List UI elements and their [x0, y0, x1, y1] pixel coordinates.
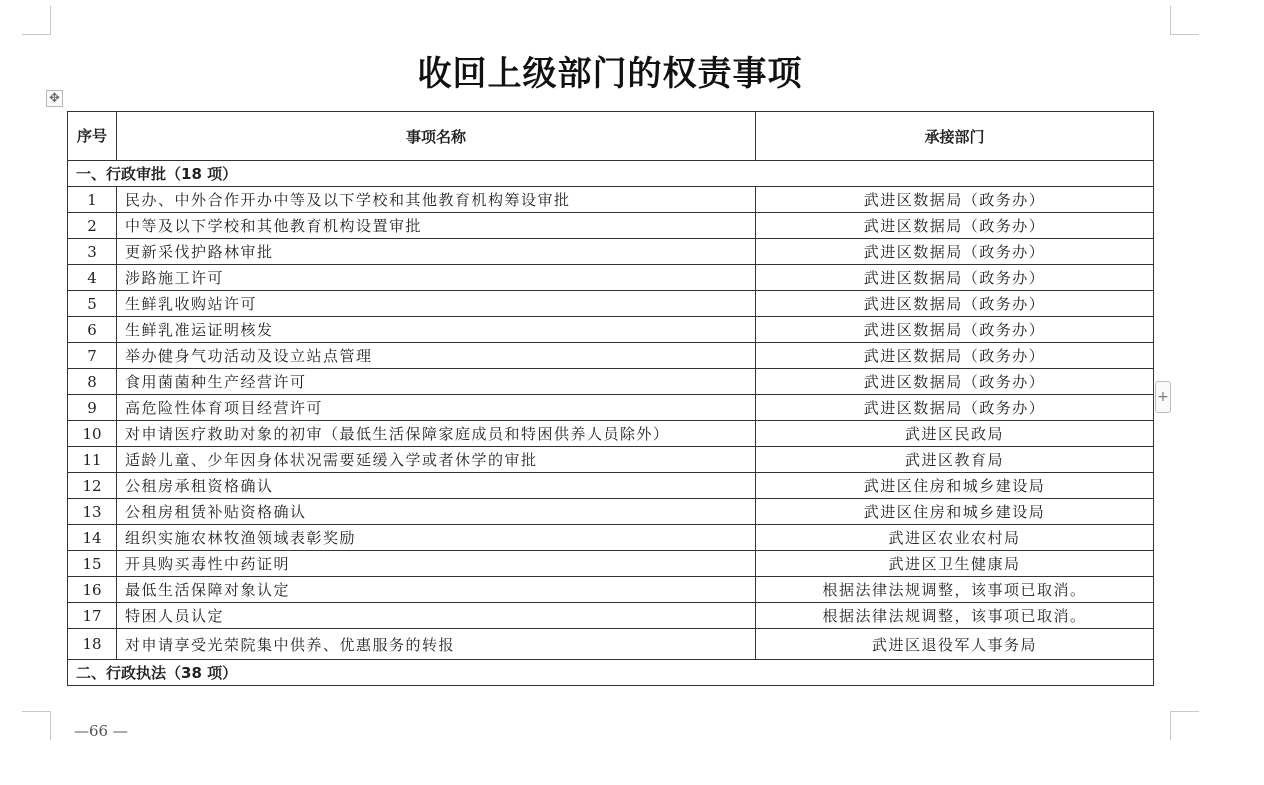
table-row: [68, 343, 1154, 369]
row-number-cell[interactable]: 13: [68, 499, 117, 525]
table-row: [68, 603, 1154, 629]
duty-items-table: [67, 111, 1154, 686]
page-corner-mark-top-left: [22, 6, 51, 35]
header-item-name: 事项名称: [117, 112, 756, 161]
item-name-cell[interactable]: 更新采伐护路林审批: [117, 239, 756, 265]
item-name-cell[interactable]: 对申请医疗救助对象的初审（最低生活保障家庭成员和特困供养人员除外）: [117, 421, 756, 447]
row-number-cell[interactable]: 1: [68, 187, 117, 213]
department-cell[interactable]: 武进区住房和城乡建设局: [756, 473, 1154, 499]
row-number-cell[interactable]: 6: [68, 317, 117, 343]
department-cell[interactable]: 武进区数据局（政务办）: [756, 239, 1154, 265]
row-number-cell[interactable]: 7: [68, 343, 117, 369]
item-name-cell[interactable]: 公租房租赁补贴资格确认: [117, 499, 756, 525]
department-cell[interactable]: 武进区数据局（政务办）: [756, 317, 1154, 343]
row-number-cell[interactable]: 12: [68, 473, 117, 499]
department-cell[interactable]: 武进区数据局（政务办）: [756, 291, 1154, 317]
table-row: [68, 473, 1154, 499]
header-no: 序号: [68, 112, 117, 161]
table-row: [68, 577, 1154, 603]
department-cell[interactable]: 根据法律法规调整，该事项已取消。: [756, 577, 1154, 603]
table-header-row: [68, 112, 1154, 161]
header-department: 承接部门: [756, 112, 1154, 161]
table-row: [68, 395, 1154, 421]
add-column-plus-icon[interactable]: +: [1155, 381, 1171, 413]
department-cell[interactable]: 武进区卫生健康局: [756, 551, 1154, 577]
item-name-cell[interactable]: 高危险性体育项目经营许可: [117, 395, 756, 421]
row-number-cell[interactable]: 14: [68, 525, 117, 551]
department-cell[interactable]: 武进区农业农村局: [756, 525, 1154, 551]
item-name-cell[interactable]: 最低生活保障对象认定: [117, 577, 756, 603]
table-row: [68, 421, 1154, 447]
table-row: [68, 239, 1154, 265]
table-move-handle-icon[interactable]: ✥: [46, 90, 63, 107]
row-number-cell[interactable]: 17: [68, 603, 117, 629]
row-number-cell[interactable]: 18: [68, 629, 117, 660]
department-cell[interactable]: 武进区数据局（政务办）: [756, 343, 1154, 369]
table-row: [68, 291, 1154, 317]
item-name-cell[interactable]: 组织实施农林牧渔领域表彰奖励: [117, 525, 756, 551]
department-cell[interactable]: 武进区民政局: [756, 421, 1154, 447]
page-title: 收回上级部门的权责事项: [417, 54, 803, 94]
page-number: —66 —: [74, 722, 128, 740]
table-row: [68, 317, 1154, 343]
item-name-cell[interactable]: 中等及以下学校和其他教育机构设置审批: [117, 213, 756, 239]
table-row: [68, 265, 1154, 291]
section-label[interactable]: 二、行政执法（38 项）: [68, 660, 1154, 686]
item-name-cell[interactable]: 对申请享受光荣院集中供养、优惠服务的转报: [117, 629, 756, 660]
table-row: [68, 629, 1154, 660]
table-row: [68, 525, 1154, 551]
department-cell[interactable]: 武进区住房和城乡建设局: [756, 499, 1154, 525]
table-row: [68, 447, 1154, 473]
department-cell[interactable]: 武进区数据局（政务办）: [756, 187, 1154, 213]
department-cell[interactable]: 武进区数据局（政务办）: [756, 369, 1154, 395]
page-corner-mark-bottom-right: [1170, 711, 1199, 740]
item-name-cell[interactable]: 生鲜乳准运证明核发: [117, 317, 756, 343]
row-number-cell[interactable]: 10: [68, 421, 117, 447]
department-cell[interactable]: 武进区退役军人事务局: [756, 629, 1154, 660]
item-name-cell[interactable]: 公租房承租资格确认: [117, 473, 756, 499]
table-row: [68, 187, 1154, 213]
item-name-cell[interactable]: 举办健身气功活动及设立站点管理: [117, 343, 756, 369]
item-name-cell[interactable]: 涉路施工许可: [117, 265, 756, 291]
item-name-cell[interactable]: 生鲜乳收购站许可: [117, 291, 756, 317]
table-row: [68, 213, 1154, 239]
item-name-cell[interactable]: 民办、中外合作开办中等及以下学校和其他教育机构筹设审批: [117, 187, 756, 213]
table-row: [68, 499, 1154, 525]
department-cell[interactable]: 武进区数据局（政务办）: [756, 395, 1154, 421]
table-row: [68, 551, 1154, 577]
row-number-cell[interactable]: 3: [68, 239, 117, 265]
row-number-cell[interactable]: 8: [68, 369, 117, 395]
row-number-cell[interactable]: 9: [68, 395, 117, 421]
row-number-cell[interactable]: 2: [68, 213, 117, 239]
department-cell[interactable]: 武进区数据局（政务办）: [756, 265, 1154, 291]
department-cell[interactable]: 武进区教育局: [756, 447, 1154, 473]
section-row: [68, 161, 1154, 187]
row-number-cell[interactable]: 5: [68, 291, 117, 317]
department-cell[interactable]: 武进区数据局（政务办）: [756, 213, 1154, 239]
row-number-cell[interactable]: 16: [68, 577, 117, 603]
item-name-cell[interactable]: 特困人员认定: [117, 603, 756, 629]
item-name-cell[interactable]: 适龄儿童、少年因身体状况需要延缓入学或者休学的审批: [117, 447, 756, 473]
table-row: [68, 369, 1154, 395]
department-cell[interactable]: 根据法律法规调整，该事项已取消。: [756, 603, 1154, 629]
row-number-cell[interactable]: 15: [68, 551, 117, 577]
page-corner-mark-bottom-left: [22, 711, 51, 740]
item-name-cell[interactable]: 开具购买毒性中药证明: [117, 551, 756, 577]
section-label[interactable]: 一、行政审批（18 项）: [68, 161, 1154, 187]
table-body: [68, 161, 1154, 686]
row-number-cell[interactable]: 11: [68, 447, 117, 473]
page-corner-mark-top-right: [1170, 6, 1199, 35]
item-name-cell[interactable]: 食用菌菌种生产经营许可: [117, 369, 756, 395]
row-number-cell[interactable]: 4: [68, 265, 117, 291]
section-row: [68, 660, 1154, 686]
